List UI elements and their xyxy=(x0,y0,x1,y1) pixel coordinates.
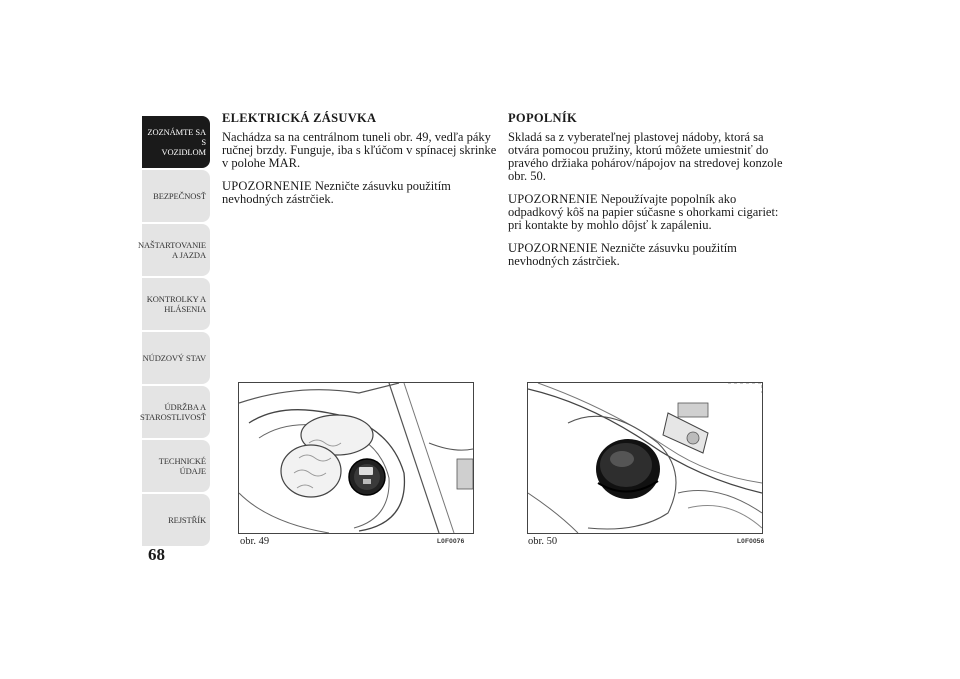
tab-safety[interactable] xyxy=(142,170,210,222)
tab-label: REJSTŘÍK xyxy=(168,515,206,525)
tab-label: ZOZNÁMTE SA S VOZIDLOM xyxy=(147,127,206,157)
tab-starting-driving[interactable] xyxy=(137,224,210,276)
section-ashtray xyxy=(508,112,788,278)
figure-caption: obr. 49 xyxy=(240,536,270,547)
warning-label: UPOZORNENIE xyxy=(222,179,312,193)
warning-paragraph xyxy=(222,180,502,206)
socket-illustration xyxy=(239,383,473,533)
page-number: 68 xyxy=(148,545,165,564)
warning-paragraph xyxy=(508,242,788,268)
tab-label: BEZPEČNOSŤ xyxy=(153,191,206,201)
figure-caption: obr. 50 xyxy=(528,536,558,547)
tab-label: NAŠTARTOVANIE A JAZDA xyxy=(137,240,206,260)
warning-label: UPOZORNENIE xyxy=(508,241,598,255)
tab-maintenance[interactable] xyxy=(139,386,210,438)
tab-label: NÚDZOVÝ STAV xyxy=(142,353,206,363)
ashtray-illustration xyxy=(528,383,762,533)
figure-50-illustration xyxy=(527,382,763,534)
tab-label: ÚDRŽBA A STAROSTLIVOSŤ xyxy=(139,402,206,422)
tab-technical-data[interactable] xyxy=(142,440,210,492)
warning-paragraph xyxy=(508,193,788,232)
chapter-tabs xyxy=(137,116,210,548)
figure-49-illustration xyxy=(238,382,474,534)
figure-code: L0F0076 xyxy=(437,538,465,545)
section-electric-socket xyxy=(222,112,502,216)
tab-warning-lights[interactable] xyxy=(142,278,210,330)
section-paragraph: Skladá sa z vyberateľnej plastovej nádoby, ktorá sa otvára pomocou pružiny, ktorú môžete umiestniť do pravého držiaka pohárov/nápojov na stredovej konzole obr. 50. xyxy=(508,130,783,183)
warning-text: Nepoužívajte popolník ako odpadkový kôš na papier súčasne s ohorkami cigariet: pri kontakte by mohlo dôjsť k zapáleniu. xyxy=(508,192,779,232)
tab-index[interactable] xyxy=(142,494,210,546)
figure-code: L0F0056 xyxy=(737,538,765,545)
tab-vehicle-intro[interactable] xyxy=(142,116,210,168)
tab-label: KONTROLKY A HLÁSENIA xyxy=(146,294,206,314)
section-paragraph: Nachádza sa na centrálnom tuneli obr. 49, vedľa páky ručnej brzdy. Funguje, iba s kľúčom v spínacej skrinke v polohe MAR. xyxy=(222,130,497,170)
tab-emergency[interactable] xyxy=(142,332,210,384)
section-title: POPOLNÍK xyxy=(508,111,578,125)
warning-text: Nezničte zásuvku použitím nevhodných zástrčiek. xyxy=(508,241,737,268)
section-title: ELEKTRICKÁ ZÁSUVKA xyxy=(222,111,377,125)
warning-text: Nezničte zásuvku použitím nevhodných zástrčiek. xyxy=(222,179,451,206)
tab-label: TECHNICKÉ ÚDAJE xyxy=(158,456,206,476)
warning-label: UPOZORNENIE xyxy=(508,192,598,206)
